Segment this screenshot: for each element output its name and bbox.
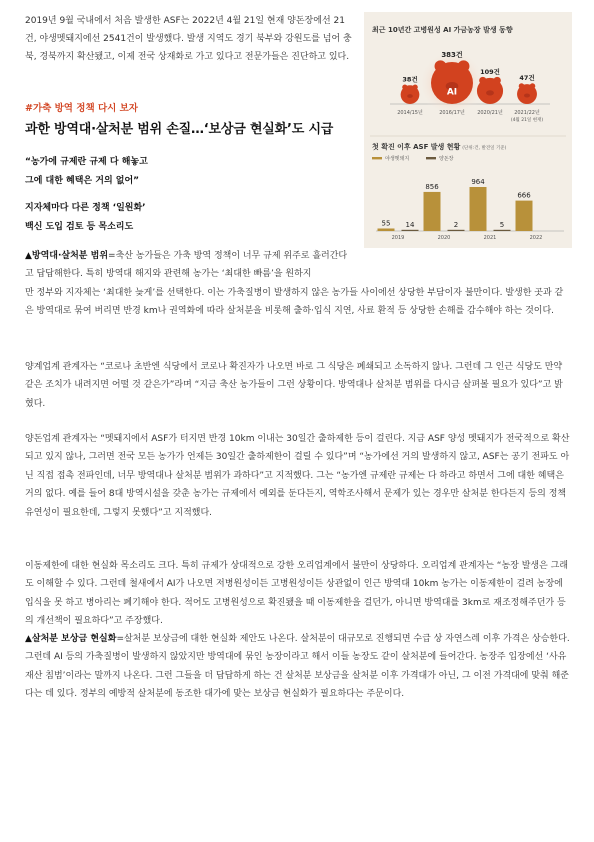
asf-value-label: 666 — [517, 191, 531, 200]
asf-bar — [378, 228, 395, 231]
asf-bar — [494, 230, 511, 231]
asf-outbreak-chart — [372, 142, 564, 241]
ai-category-note: (4월 21일 현재) — [510, 118, 544, 123]
paragraph-4: 이동제한에 대한 현실화 목소리도 크다. 특히 규제가 상대적으로 강한 오리업계에서 불만이 상당하다. 오리업계 관계자는 “농장 발생은 그래도 이해할 수 있다. 그런데 철새에서 AI가 나오면 저병원성이든 고병원성이든 상관없이 인근 방역대 10km 농가는 이동제한이 걸려 농장에 입식을 못 하고 병아리는 폐기해야 한다. 적어도 고병원성으로 확진됐을 때 이동제한을 걸던가, 아니면 방역대를 3km로 재조정해주던가 등의 개선책이 필요하다”고 주장했다. — [25, 561, 569, 627]
asf-title-text: 첫 확진 이후 ASF 발생 현황 — [372, 143, 461, 151]
asf-value-label: 2 — [453, 220, 459, 229]
asf-subtitle-text: (단위:건, 발견일 기준) — [462, 146, 507, 151]
headline: 과한 방역대·살처분 범위 손질…‘보상금 현실화’도 시급 — [25, 122, 334, 137]
asf-value-label: 55 — [381, 219, 391, 228]
paragraph-5: ▲살처분 보상금 현실화=살처분 보상금에 대한 현실화 제안도 나온다. 살처분이 대규모로 진행되면 수급 상 자연스레 이후 가격은 상승한다. 그런데 AI 등의 가축질병이 발생하지 않았지만 방역대에 묶인 농장이라고 해서 이들 농장도 같이 살처분에 들어간다. 농장주 입장에선 ‘사유재산 침범’이라는 말까지 나온다. 그런 그들을 더 답답하게 하는 건 살처분 보상금을 살처분 이후 가격대가 아닌, 그 이전 가격대에 맞춰 해준다는 데 있다. 정부의 예방적 살처분에 동조한 대가에 맞는 보상금 현실화가 필요하다는 주문이다. — [25, 634, 570, 700]
subhead-3: 지자체마다 다른 정책 ‘일원화’ — [25, 203, 146, 213]
ai-value-label: 38건 — [402, 75, 418, 84]
ai-category-label: 2016/17년 — [439, 110, 465, 116]
asf-category-label: 2022 — [529, 235, 543, 241]
pig-snout — [407, 94, 413, 98]
ai-category-label: 2014/15년 — [397, 110, 423, 116]
asf-bar — [402, 230, 419, 231]
ai-category-label: 2020/21년 — [477, 110, 503, 116]
pig-snout — [486, 90, 494, 95]
ai-value-label: 383건 — [441, 51, 463, 59]
asf-value-label: 5 — [499, 220, 505, 229]
asf-category-label: 2021 — [483, 235, 497, 241]
asf-category-label: 2019 — [391, 235, 405, 241]
legend-wildboar-label: 야생멧돼지 — [385, 156, 410, 162]
subhead-2: 그에 대한 혜택은 거의 없어” — [25, 176, 140, 186]
asf-bar — [424, 192, 441, 231]
legend-wildboar-swatch — [372, 157, 382, 159]
asf-bar — [470, 187, 487, 231]
ai-outbreak-chart — [372, 25, 550, 123]
ai-category-label: 2021/22년 — [514, 110, 540, 116]
ai-value-label: 109건 — [480, 67, 500, 76]
asf-category-label: 2020 — [437, 235, 451, 241]
asf-chart-title — [372, 142, 507, 151]
section-tag: #가축 방역 정책 다시 보자 — [25, 103, 138, 114]
infographic-svg — [364, 12, 572, 248]
subhead-1: “농가에 규제란 규제 다 해놓고 — [25, 157, 148, 167]
paragraph-3: 양돈업계 관계자는 “멧돼지에서 ASF가 터지면 반경 10km 이내는 30일간 출하제한 등이 걸린다. 지금 ASF 양성 멧돼지가 전국적으로 확산되고 있지 않나, 그러면 전국 모든 농가가 언제든 30일간 출하제한이 걸릴 수 있다”며 “농가에선 거의 발생하지 않고, ASF는 공기 전파도 아닌 직접 접촉 전파인데, 너무 방역대나 살처분 범위가 과하다”고 지적했다. 그는 “농가엔 규제란 규제는 다 하라고 하면서 그에 대한 혜택은 거의 없다. 예를 들어 8대 방역시설을 갖춘 농가는 규제에서 예외를 둔다든지, 역학조사해서 문제가 있는 경우만 살처분 한다든지 등의 정책 유연성이 필요한데, 그렇지 못했다”고 지적했다. — [25, 434, 570, 518]
infographic-panel — [364, 12, 572, 248]
paragraph-2: 양계업계 관계자는 “코로나 초반엔 식당에서 코로나 확진자가 나오면 바로 그 식당은 폐쇄되고 소독하지 않나. 그런데 그 인근 식당도 만약 같은 조치가 내려지면 어떨 것 같은가”라며 “지금 축산 농가들이 그런 상황이다. 방역대나 살처분 범위를 다시금 살펴볼 필요가 있다”고 밝혔다. — [25, 362, 563, 409]
asf-value-label: 14 — [405, 220, 415, 229]
ai-marker-text: AI — [446, 87, 458, 98]
paragraph-1-part-1: ▲방역대·살처분 범위=축산 농가들은 가축 방역 정책이 너무 규제 위주로 흘러간다고 답답해한다. 특히 방역대 해지와 관련해 농가는 ‘최대한 빠름’을 원하지 — [25, 251, 348, 280]
asf-bar — [448, 230, 465, 231]
pig-snout — [524, 94, 530, 98]
paragraph-1-part-2: 만 정부와 지자체는 ‘최대한 늦게’를 선택한다. 이는 가축질병이 발생하지 않은 농가들 사이에선 상당한 부담이자 불만이다. 발생한 곳과 같은 방역대로 묶여 버리면 반경 km나 권역화에 따라 살처분을 비롯해 출하·입식 지연, 사료 환적 등 상당한 손해를 감수해야 하는 것이다. — [25, 288, 564, 317]
intro-paragraph: 2019년 9월 국내에서 처음 발생한 ASF는 2022년 4월 21일 현재 양돈장에선 21건, 야생멧돼지에선 2541건이 발생했다. 발생 지역도 경기 북부와 강원도를 넘어 충북, 경북까지 확산됐고, 이제 전국 상재화로 가고 있다고 전문가들은 진단하고 있다. — [25, 16, 352, 62]
ai-value-label: 47건 — [519, 74, 535, 83]
asf-value-label: 964 — [471, 178, 485, 186]
ai-chart-title: 최근 10년간 고병원성 AI 가금농장 발생 동향 — [372, 26, 513, 34]
asf-value-label: 856 — [425, 182, 439, 191]
legend-farm-label: 양돈장 — [439, 156, 454, 162]
subhead-4: 백신 도입 검토 등 목소리도 — [25, 222, 134, 232]
legend-farm-swatch — [426, 157, 436, 159]
asf-bar — [516, 201, 533, 231]
